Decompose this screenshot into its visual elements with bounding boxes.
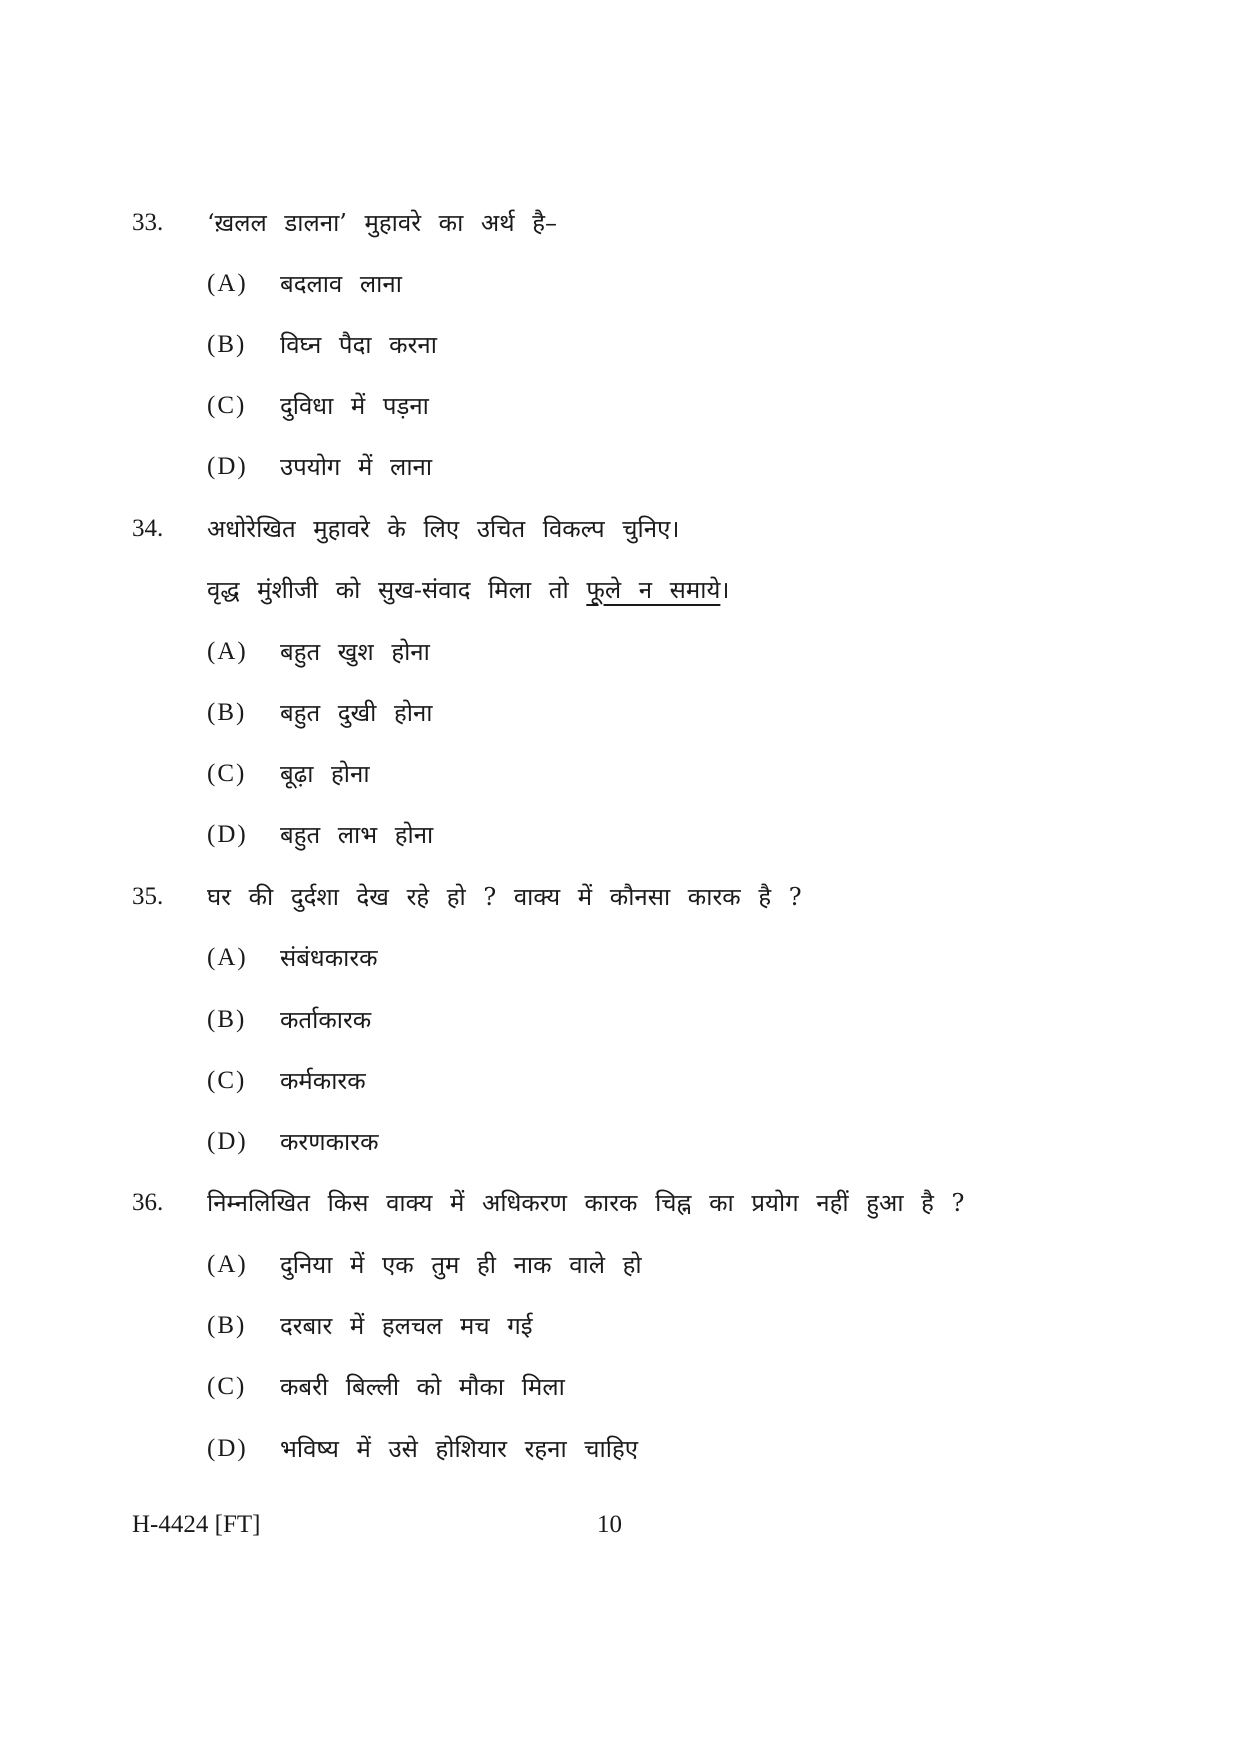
option-text: दरबार में हलचल मच गई [280, 1312, 533, 1340]
option-letter: (A) [207, 944, 248, 971]
question-number: 34. [132, 515, 164, 542]
option-text: कर्ताकारक [280, 1006, 372, 1034]
option-row [0, 447, 1240, 487]
option-text: कबरी बिल्ली को मौका मिला [280, 1373, 565, 1401]
option-letter: (B) [207, 1006, 247, 1033]
option-row [0, 1367, 1240, 1407]
option-letter: (D) [207, 1128, 248, 1155]
option-letter: (B) [207, 1312, 247, 1339]
option-letter: (B) [207, 699, 247, 726]
option-row [0, 815, 1240, 855]
option-row [0, 632, 1240, 672]
option-text: बहुत दुखी होना [280, 699, 433, 727]
question-text: निम्नलिखित किस वाक्य में अधिकरण कारक चिह्न का प्रयोग नहीं हुआ है ? [207, 1189, 965, 1217]
option-text: दुनिया में एक तुम ही नाक वाले हो [280, 1251, 642, 1279]
question-36-row [0, 1183, 1240, 1223]
question-34-sentence-row [0, 570, 1240, 610]
question-34-row [0, 509, 1240, 549]
option-row [0, 386, 1240, 426]
question-number: 36. [132, 1189, 164, 1216]
question-33-row [0, 203, 1240, 243]
option-text: दुविधा में पड़ना [280, 392, 429, 420]
option-text: बहुत खुश होना [280, 638, 430, 666]
option-text: बदलाव लाना [280, 270, 402, 298]
option-row [0, 1429, 1240, 1469]
question-number: 35. [132, 883, 164, 910]
option-letter: (C) [207, 1067, 247, 1094]
underlined-idiom: फूले न समाये [586, 576, 721, 604]
option-row [0, 1000, 1240, 1040]
option-row [0, 264, 1240, 304]
paper-code: H-4424 [FT] [132, 1511, 261, 1538]
option-text: बहुत लाभ होना [280, 821, 434, 849]
option-letter: (A) [207, 1251, 248, 1278]
question-35-row [0, 877, 1240, 917]
sentence-prefix: वृद्ध मुंशीजी को सुख-संवाद मिला तो [207, 576, 587, 604]
option-text: कर्मकारक [280, 1067, 366, 1095]
option-row [0, 1061, 1240, 1101]
option-row [0, 1306, 1240, 1346]
option-letter: (A) [207, 270, 248, 297]
option-letter: (C) [207, 760, 247, 787]
option-row [0, 1245, 1240, 1285]
question-number: 33. [132, 209, 164, 236]
option-text: करणकारक [280, 1128, 379, 1156]
option-letter: (D) [207, 1435, 248, 1462]
option-letter: (B) [207, 331, 247, 358]
option-text: संबंधकारक [280, 944, 378, 972]
option-text: उपयोग में लाना [280, 453, 433, 481]
option-letter: (C) [207, 1373, 247, 1400]
option-row [0, 754, 1240, 794]
option-text: भविष्य में उसे होशियार रहना चाहिए [280, 1435, 638, 1463]
page-number: 10 [597, 1511, 622, 1538]
option-text: बूढ़ा होना [280, 760, 370, 788]
question-text: अधोरेखित मुहावरे के लिए उचित विकल्प चुनिए। [207, 515, 680, 543]
option-letter: (A) [207, 638, 248, 665]
sentence-suffix: । [720, 576, 730, 604]
option-letter: (C) [207, 392, 247, 419]
option-row [0, 693, 1240, 733]
option-row [0, 1122, 1240, 1162]
question-text: ‘ख़लल डालना’ मुहावरे का अर्थ है– [207, 209, 557, 237]
question-text: घर की दुर्दशा देख रहे हो ? वाक्य में कौनसा कारक है ? [207, 883, 802, 911]
question-sentence [207, 570, 730, 610]
option-row [0, 325, 1240, 365]
option-letter: (D) [207, 821, 248, 848]
option-row [0, 938, 1240, 978]
option-text: विघ्न पैदा करना [280, 331, 437, 359]
option-letter: (D) [207, 453, 248, 480]
